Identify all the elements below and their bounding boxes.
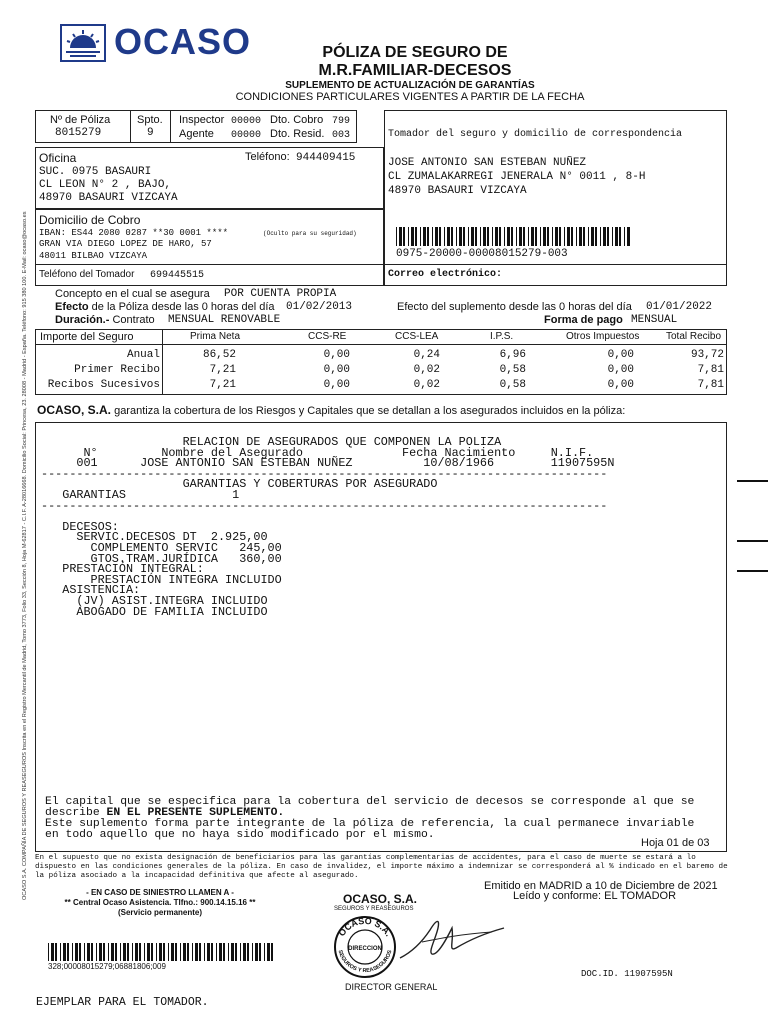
- barcode-bar: [163, 943, 165, 961]
- efecto-text: de la Póliza desde las 0 horas del día: [88, 301, 275, 313]
- premium-cell: 0,00: [323, 349, 350, 361]
- barcode-bar: [60, 943, 61, 961]
- dto-cobro-label: Dto. Cobro: [270, 114, 324, 126]
- barcode-bar: [75, 943, 78, 961]
- duracion-text: Contrato: [109, 314, 155, 326]
- footer-company: OCASO, S.A.: [343, 892, 418, 906]
- barcode-bar: [567, 227, 570, 246]
- efecto-bold: Efecto: [55, 301, 89, 313]
- barcode-bar: [84, 943, 85, 961]
- barcode-bar: [627, 227, 630, 246]
- title-line-1: PÓLIZA DE SEGURO DE: [322, 44, 508, 61]
- premium-header-2: CCS-LEA: [395, 331, 439, 342]
- premium-cell: 0,02: [413, 379, 440, 391]
- dto-resid-label: Dto. Resid.: [270, 128, 325, 140]
- barcode-bar: [523, 227, 525, 246]
- barcode-bar: [211, 943, 213, 961]
- duracion-value: MENSUAL RENOVABLE: [168, 314, 281, 326]
- barcode-bar: [207, 943, 210, 961]
- barcode-bar: [612, 227, 613, 246]
- insured-line: 001 JOSE ANTONIO SAN ESTEBAN NUÑEZ 10/08/1966 11907595N: [41, 456, 615, 471]
- barcode-bar: [228, 943, 229, 961]
- barcode-bar: [135, 943, 138, 961]
- barcode-bar: [435, 227, 438, 246]
- inspector-label: Inspector: [179, 114, 225, 126]
- barcode-bar: [444, 227, 445, 246]
- barcode-bar: [103, 943, 105, 961]
- premium-header-3: I.P.S.: [490, 331, 514, 342]
- barcode-bar: [96, 943, 97, 961]
- barcode-bar: [175, 943, 177, 961]
- oficina-phone: 944409415: [296, 152, 356, 164]
- barcode-bar: [576, 227, 577, 246]
- barcode-bar: [127, 943, 129, 961]
- barcode-bar: [216, 943, 217, 961]
- premium-cell: 7,81: [697, 379, 724, 391]
- premium-header-5: Total Recibo: [666, 331, 722, 342]
- barcode-bar: [543, 227, 546, 246]
- barcode-bar: [87, 943, 90, 961]
- premium-cell: 0,00: [607, 349, 634, 361]
- insured-line: (JV) ASIST.INTEGRA INCLUIDO: [41, 593, 268, 608]
- insured-line: GARANTIAS Y COBERTURAS POR ASEGURADO: [41, 477, 438, 492]
- barcode-bar: [223, 943, 225, 961]
- premium-cell: 0,58: [499, 379, 526, 391]
- beneficiarios-text: En el supuesto que no exista designación de beneficiarios para las garantías complementarias de accidentes, para el caso de muerte se estará a lo dispuesto en las condiciones generales de la póliza. En caso de invalidez, el importe máximo a indemnizar se corresponderá al % indicado en el baremo de la póliza asociado a la incapacidad definitiva que afecte al asegurado.: [35, 854, 728, 880]
- barcode-bar: [475, 227, 477, 246]
- oficina-line-2: CL LEON N° 2 , BAJO,: [39, 179, 172, 191]
- capital-line-3: Este suplemento forma parte integrante de la póliza de referencia, la cual permanece invariable: [45, 818, 695, 830]
- barcode-bar: [540, 227, 541, 246]
- insured-line: DECESOS:: [41, 519, 119, 534]
- barcode-bar: [615, 227, 618, 246]
- tomador-tel: 699445515: [150, 270, 205, 281]
- premium-cell: 93,72: [690, 349, 724, 361]
- barcode-bar: [588, 227, 589, 246]
- efecto-date: 01/02/2013: [286, 301, 353, 313]
- premium-cell: 0,58: [499, 364, 526, 376]
- ejemplar-text: EJEMPLAR PARA EL TOMADOR.: [36, 996, 209, 1009]
- barcode-bar: [607, 227, 609, 246]
- premium-header-4: Otros Impuestos: [566, 331, 640, 342]
- agente-label: Agente: [179, 128, 214, 140]
- premium-header-1: CCS-RE: [308, 331, 347, 342]
- premium-row-label: Recibos Sucesivos: [47, 379, 160, 391]
- barcode-bar: [591, 227, 594, 246]
- barcode-bar: [231, 943, 234, 961]
- barcode-bar: [535, 227, 537, 246]
- barcode-bar: [495, 227, 498, 246]
- insured-line: COMPLEMENTO SERVIC 245,00: [41, 540, 282, 555]
- barcode-bar: [456, 227, 457, 246]
- premium-cell: 0,00: [607, 364, 634, 376]
- premium-cell: 0,00: [607, 379, 634, 391]
- tomador-address-1: CL ZUMALAKARREGI JENERALA N° 0011 , 8-H: [388, 171, 646, 183]
- barcode-bar: [595, 227, 597, 246]
- barcode-bar: [415, 227, 417, 246]
- capital-line-4: en todo aquello que no haya sido modificado por el mismo.: [45, 829, 435, 841]
- iban-note: (Oculto para su seguridad): [263, 230, 357, 237]
- capital-line-2a: describe: [45, 807, 107, 819]
- barcode-bar: [267, 943, 270, 961]
- barcode-bar: [471, 227, 474, 246]
- barcode-bar: [487, 227, 489, 246]
- leido-conforme: Leído y conforme: EL TOMADOR: [513, 890, 677, 902]
- siniestro-line-3: (Servicio permanente): [117, 908, 203, 917]
- barcode-bar: [67, 943, 69, 961]
- concepto-label: Concepto en el cual se asegura: [55, 288, 210, 300]
- insured-line: GARANTIAS 1: [41, 487, 240, 502]
- barcode-bar: [240, 943, 241, 961]
- sunrise-logo-icon: [60, 24, 106, 62]
- barcode-bar: [519, 227, 522, 246]
- barcode-bar: [504, 227, 505, 246]
- guarantee-company: OCASO, S.A.: [37, 403, 112, 417]
- barcode-bar: [547, 227, 549, 246]
- barcode-bar: [531, 227, 534, 246]
- premium-cell: 7,21: [209, 379, 236, 391]
- barcode-bar: [420, 227, 421, 246]
- barcode-bar: [192, 943, 193, 961]
- barcode-bar: [583, 227, 585, 246]
- barcode-bar: [264, 943, 265, 961]
- suplemento-date: 01/01/2022: [646, 301, 713, 313]
- premium-cell: 0,02: [413, 364, 440, 376]
- page-indicator: Hoja 01 de 03: [641, 837, 710, 849]
- cobro-line-1: GRAN VIA DIEGO LOPEZ DE HARO, 57: [39, 239, 212, 249]
- siniestro-line-1: - EN CASO DE SINIESTRO LLAMEN A -: [86, 888, 234, 897]
- premium-cell: 6,96: [499, 349, 526, 361]
- barcode-bar: [115, 943, 117, 961]
- barcode-bar: [499, 227, 501, 246]
- barcode-bar: [180, 943, 181, 961]
- premium-cell: 0,00: [323, 379, 350, 391]
- barcode-bar: [579, 227, 582, 246]
- barcode-bar: [235, 943, 237, 961]
- premium-header-0: Prima Neta: [190, 331, 241, 342]
- insured-line: RELACION DE ASEGURADOS QUE COMPONEN LA POLIZA: [41, 435, 502, 449]
- barcode-bar: [51, 943, 54, 961]
- barcode-bar: [48, 943, 49, 961]
- barcode-bar: [271, 943, 273, 961]
- svg-text:SEGUROS Y REASEGUROS: SEGUROS Y REASEGUROS: [336, 949, 394, 975]
- barcode-bar: [91, 943, 93, 961]
- barcode-bar: [144, 943, 145, 961]
- side-legal-text: OCASO S.A. COMPAÑÍA DE SEGUROS Y REASEGUROS Inscrita en el Registro Mercantil de Madrid, Tomo 3773, Folio 33, Sección 8, Hoja M-62817 - C.I.F. A-28016668. Domicilio Social: Princesa, 23. 28008 - Madrid - España. Teléfono: 915 380 100. E-Mail: ocaso@ocaso.es: [22, 211, 28, 900]
- guarantee-text: garantiza la cobertura de los Riesgos y Capitales que se detallan a los asegurados incluidos en la póliza:: [111, 405, 626, 417]
- barcode-bar: [559, 227, 561, 246]
- dto-resid-value: 003: [332, 130, 351, 141]
- tomador-tel-label: Teléfono del Tomador: [39, 269, 135, 280]
- premium-cell: 7,81: [697, 364, 724, 376]
- barcode-bar: [108, 943, 109, 961]
- tomador-header: Tomador del seguro y domicilio de correspondencia: [388, 129, 683, 140]
- insured-line: [41, 511, 614, 522]
- subtitle-2: CONDICIONES PARTICULARES VIGENTES A PARTIR DE LA FECHA: [235, 91, 585, 103]
- agente-value: 00000: [231, 130, 262, 141]
- emitido: Emitido en MADRID a 10 de Diciembre de 2021: [484, 880, 718, 892]
- oficina-line-1: SUC. 0975 BASAURI: [39, 166, 152, 178]
- barcode-bar: [187, 943, 189, 961]
- barcode-bar: [99, 943, 102, 961]
- premium-row-label: Anual: [126, 349, 160, 361]
- insured-line: ASISTENCIA:: [41, 583, 141, 598]
- barcode-bar: [252, 943, 253, 961]
- barcode-bar: [147, 943, 150, 961]
- premium-cell: 86,52: [202, 349, 236, 361]
- insured-listing: [41, 437, 614, 617]
- barcode-bar: [516, 227, 517, 246]
- barcode-bar: [507, 227, 510, 246]
- insured-line: --------------------------------------------------------------------------------: [41, 466, 608, 481]
- insured-line: SERVIC.DECESOS DT 2.925,00: [41, 530, 268, 545]
- barcode-bar: [624, 227, 625, 246]
- barcode-bar: [564, 227, 565, 246]
- subtitle-1: SUPLEMENTO DE ACTUALIZACIÓN DE GARANTÍAS: [285, 80, 535, 91]
- forma-pago-bold: Forma de pago: [544, 314, 623, 326]
- oficina-phone-label: Teléfono:: [245, 151, 290, 163]
- forma-pago-value: MENSUAL: [631, 314, 678, 326]
- barcode-bar: [243, 943, 246, 961]
- barcode-bar: [72, 943, 73, 961]
- footer-barcode-number: 328;00008015279;06881806;009: [48, 962, 166, 971]
- iban: IBAN: ES44 2080 0287 **30 0001 ****: [39, 228, 229, 238]
- barcode-bar: [468, 227, 469, 246]
- email-label: Correo electrónico:: [388, 269, 503, 280]
- barcode-bar: [120, 943, 121, 961]
- svg-text:OCASO S.A.: OCASO S.A.: [336, 915, 394, 939]
- barcode-bar: [183, 943, 186, 961]
- barcode-bar: [439, 227, 441, 246]
- oficina-line-3: 48970 BASAURI VIZCAYA: [39, 192, 178, 204]
- barcode-bar: [552, 227, 553, 246]
- dto-cobro-value: 799: [332, 116, 351, 127]
- premium-cell: 7,21: [209, 364, 236, 376]
- barcode-bar: [571, 227, 573, 246]
- direccion-stamp-icon: [328, 915, 402, 979]
- barcode-bar: [139, 943, 141, 961]
- barcode-bar: [459, 227, 462, 246]
- capital-line-1: El capital que se especifica para la cobertura del servicio de decesos se corresponde al que se: [45, 796, 695, 808]
- premium-cell: 0,00: [323, 364, 350, 376]
- barcode-bar: [111, 943, 114, 961]
- ocaso-logo: [60, 21, 265, 64]
- barcode-bar: [528, 227, 529, 246]
- barcode-bar: [168, 943, 169, 961]
- barcode-bar: [195, 943, 198, 961]
- insured-line: ABOGADO DE FAMILIA INCLUIDO: [41, 604, 268, 619]
- barcode-bar: [171, 943, 174, 961]
- footer-company-sub: SEGUROS Y REASEGUROS: [334, 906, 414, 912]
- barcode-bar: [132, 943, 133, 961]
- barcode-bar: [555, 227, 558, 246]
- insured-line: --------------------------------------------------------------------------------: [41, 498, 608, 513]
- tomador-address-2: 48970 BASAURI VIZCAYA: [388, 185, 527, 197]
- barcode-bar: [159, 943, 162, 961]
- barcode-bar: [204, 943, 205, 961]
- barcode-bar: [447, 227, 450, 246]
- barcode-bar: [411, 227, 414, 246]
- premium-label: Importe del Seguro: [40, 331, 134, 343]
- tomador-barcode-text: 0975-20000-00008015279-003: [396, 248, 568, 260]
- insured-line: N° Nombre del Asegurado Fecha Nacimiento N.I.F.: [41, 445, 594, 460]
- doc-id: DOC.ID. 11907595N: [581, 969, 673, 979]
- barcode-bar: [396, 227, 397, 246]
- barcode-bar: [63, 943, 66, 961]
- insured-line: PRESTACIÓN INTEGRAL:: [41, 562, 204, 577]
- barcode-bar: [151, 943, 153, 961]
- logo-text: OCASO: [114, 21, 252, 62]
- barcode-bar: [403, 227, 405, 246]
- policy-number-label: Nº de Póliza: [50, 114, 111, 126]
- director-general: DIRECTOR GENERAL: [345, 982, 438, 992]
- barcode-bar: [255, 943, 258, 961]
- tomador-barcode: [396, 227, 632, 246]
- concepto-value: POR CUENTA PROPIA: [224, 288, 337, 300]
- barcode-bar: [619, 227, 621, 246]
- capital-line-2b: EN EL PRESENTE SUPLEMENTO.: [106, 807, 285, 819]
- barcode-bar: [483, 227, 486, 246]
- spto-value: 9: [147, 127, 154, 139]
- tomador-name: JOSE ANTONIO SAN ESTEBAN NUÑEZ: [388, 157, 587, 169]
- premium-cell: 0,24: [413, 349, 440, 361]
- barcode-bar: [600, 227, 601, 246]
- barcode-bar: [423, 227, 426, 246]
- barcode-bar: [219, 943, 222, 961]
- barcode-bar: [427, 227, 429, 246]
- oficina-label: Oficina: [39, 151, 77, 165]
- cobro-line-2: 48011 BILBAO VIZCAYA: [39, 251, 148, 261]
- svg-text:DIRECCION: DIRECCION: [348, 946, 382, 952]
- premium-row-label: Primer Recibo: [74, 364, 160, 376]
- barcode-bar: [123, 943, 126, 961]
- barcode-bar: [463, 227, 465, 246]
- barcode-bar: [199, 943, 201, 961]
- title-line-2: M.R.FAMILIAR-DECESOS: [318, 62, 512, 79]
- insured-line: PRESTACIÓN INTEGRA INCLUIDO: [41, 572, 282, 587]
- barcode-bar: [511, 227, 513, 246]
- barcode-bar: [603, 227, 606, 246]
- barcode-bar: [451, 227, 453, 246]
- inspector-value: 00000: [231, 116, 262, 127]
- barcode-bar: [480, 227, 481, 246]
- barcode-bar: [247, 943, 249, 961]
- barcode-bar: [156, 943, 157, 961]
- barcode-bar: [259, 943, 261, 961]
- signature-icon: [392, 912, 512, 964]
- barcode-bar: [399, 227, 402, 246]
- duracion-bold: Duración.-: [55, 314, 110, 326]
- barcode-bar: [55, 943, 57, 961]
- footer-barcode: [48, 943, 278, 961]
- barcode-bar: [492, 227, 493, 246]
- policy-number: 8015279: [55, 127, 102, 139]
- siniestro-line-2: ** Central Ocaso Asistencia. Tlfno.: 900.14.15.16 **: [64, 898, 256, 907]
- suplemento-text: Efecto del suplemento desde las 0 horas del día: [397, 301, 632, 313]
- insured-line: GTOS.TRAM.JURÍDICA 360,00: [41, 551, 282, 566]
- barcode-bar: [408, 227, 409, 246]
- barcode-bar: [79, 943, 81, 961]
- cobro-label: Domicilio de Cobro: [39, 213, 141, 227]
- spto-label: Spto.: [137, 114, 163, 126]
- barcode-bar: [432, 227, 433, 246]
